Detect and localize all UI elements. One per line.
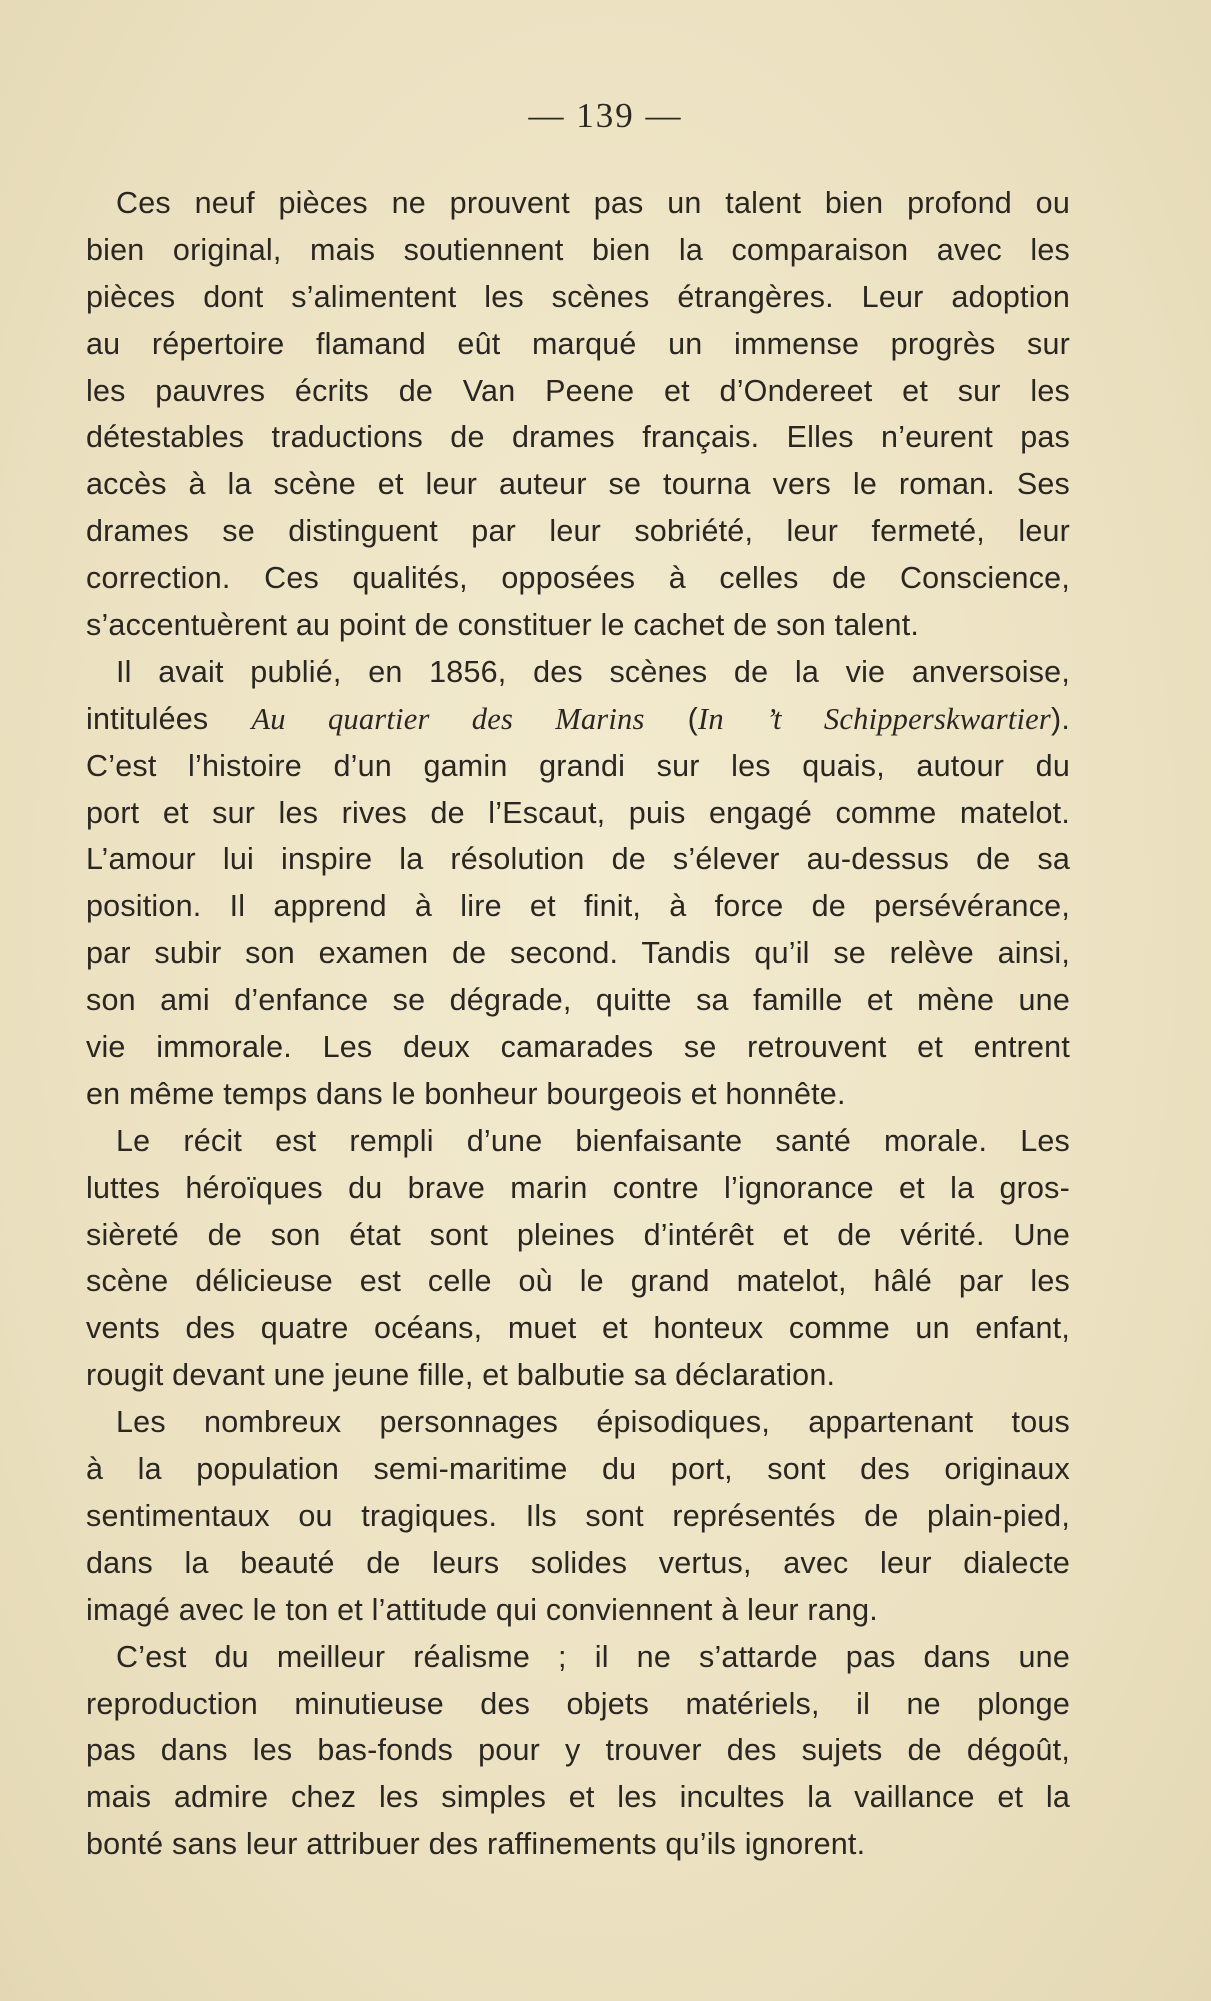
text-line: pas dans les bas-fonds pour y trouver des sujets de dégoût,	[86, 1733, 1070, 1768]
text-line: Ces neuf pièces ne prouvent pas un talent bien profond ou	[116, 186, 1070, 220]
text-line: scène délicieuse est celle où le grand matelot, hâlé par les	[86, 1264, 1070, 1299]
text-line: mais admire chez les simples et les incultes la vaillance et la	[86, 1780, 1070, 1815]
text-line: Les nombreux personnages épisodiques, appartenant tous	[116, 1405, 1070, 1440]
text-line: pièces dont s’alimentent les scènes étrangères. Leur adoption	[86, 279, 1070, 314]
text-line: sentimentaux ou tragiques. Ils sont représentés de plain-pied,	[86, 1498, 1070, 1533]
text-line: dans la beauté de leurs solides vertus, avec leur dialecte	[86, 1545, 1070, 1580]
text-line: Le récit est rempli d’une bienfaisante santé morale. Les	[116, 1123, 1070, 1158]
text-line: bonté sans leur attribuer des raffinements qu’ils ignorent.	[86, 1827, 866, 1862]
text-line: accès à la scène et leur auteur se tourna vers le roman. Ses	[86, 467, 1070, 502]
text-line: son ami d’enfance se dégrade, quitte sa famille et mène une	[86, 983, 1070, 1018]
text-segment: intitulées	[86, 701, 252, 736]
text-line: sièreté de son état sont pleines d’intérêt et de vérité. Une	[86, 1217, 1070, 1252]
text-line: reproduction minutieuse des objets matériels, il ne plonge	[86, 1686, 1070, 1721]
text-line: vents des quatre océans, muet et honteux comme un enfant,	[86, 1311, 1070, 1346]
text-line: à la population semi-maritime du port, sont des originaux	[86, 1452, 1070, 1487]
text-line: Il avait publié, en 1856, des scènes de la vie anversoise,	[116, 654, 1070, 689]
text-line: s’accentuèrent au point de constituer le cachet de son talent.	[86, 608, 920, 643]
text-line: luttes héroïques du brave marin contre l’ignorance et la gros-	[86, 1170, 1070, 1205]
text-segment: ).	[1050, 701, 1070, 736]
text-line: C’est du meilleur réalisme ; il ne s’attarde pas dans une	[116, 1639, 1070, 1674]
text-line: position. Il apprend à lire et finit, à force de persévérance,	[86, 889, 1070, 924]
text-line: par subir son examen de second. Tandis qu’il se relève ainsi,	[86, 936, 1070, 971]
italic-title: In ’t Schipperskwartier	[698, 701, 1051, 736]
text-line: rougit devant une jeune fille, et balbutie sa déclaration.	[86, 1358, 836, 1393]
text-line: C’est l’histoire d’un gamin grandi sur les quais, autour du	[86, 748, 1070, 783]
text-segment: (	[644, 701, 699, 736]
text-line: bien original, mais soutiennent bien la comparaison avec les	[86, 232, 1070, 267]
text-line: en même temps dans le bonheur bourgeois et honnête.	[86, 1076, 846, 1111]
text-line	[86, 696, 1070, 743]
text-line: correction. Ces qualités, opposées à celles de Conscience,	[86, 561, 1070, 596]
text-line: imagé avec le ton et l’attitude qui conviennent à leur rang.	[86, 1592, 878, 1627]
italic-title: Au quartier des Marins	[251, 701, 645, 736]
text-line: L’amour lui inspire la résolution de s’élever au-dessus de sa	[86, 842, 1070, 877]
text-line: drames se distinguent par leur sobriété, leur fermeté, leur	[86, 514, 1070, 549]
text-line: les pauvres écrits de Van Peene et d’Ondereet et sur les	[86, 373, 1070, 408]
body-text	[86, 180, 1070, 1868]
text-line: vie immorale. Les deux camarades se retrouvent et entrent	[86, 1030, 1070, 1065]
text-line: port et sur les rives de l’Escaut, puis engagé comme matelot.	[86, 795, 1070, 830]
text-line: au répertoire flamand eût marqué un immense progrès sur	[86, 326, 1070, 361]
page-number: — 139 —	[528, 96, 683, 135]
text-line: détestables traductions de drames français. Elles n’eurent pas	[86, 420, 1070, 455]
